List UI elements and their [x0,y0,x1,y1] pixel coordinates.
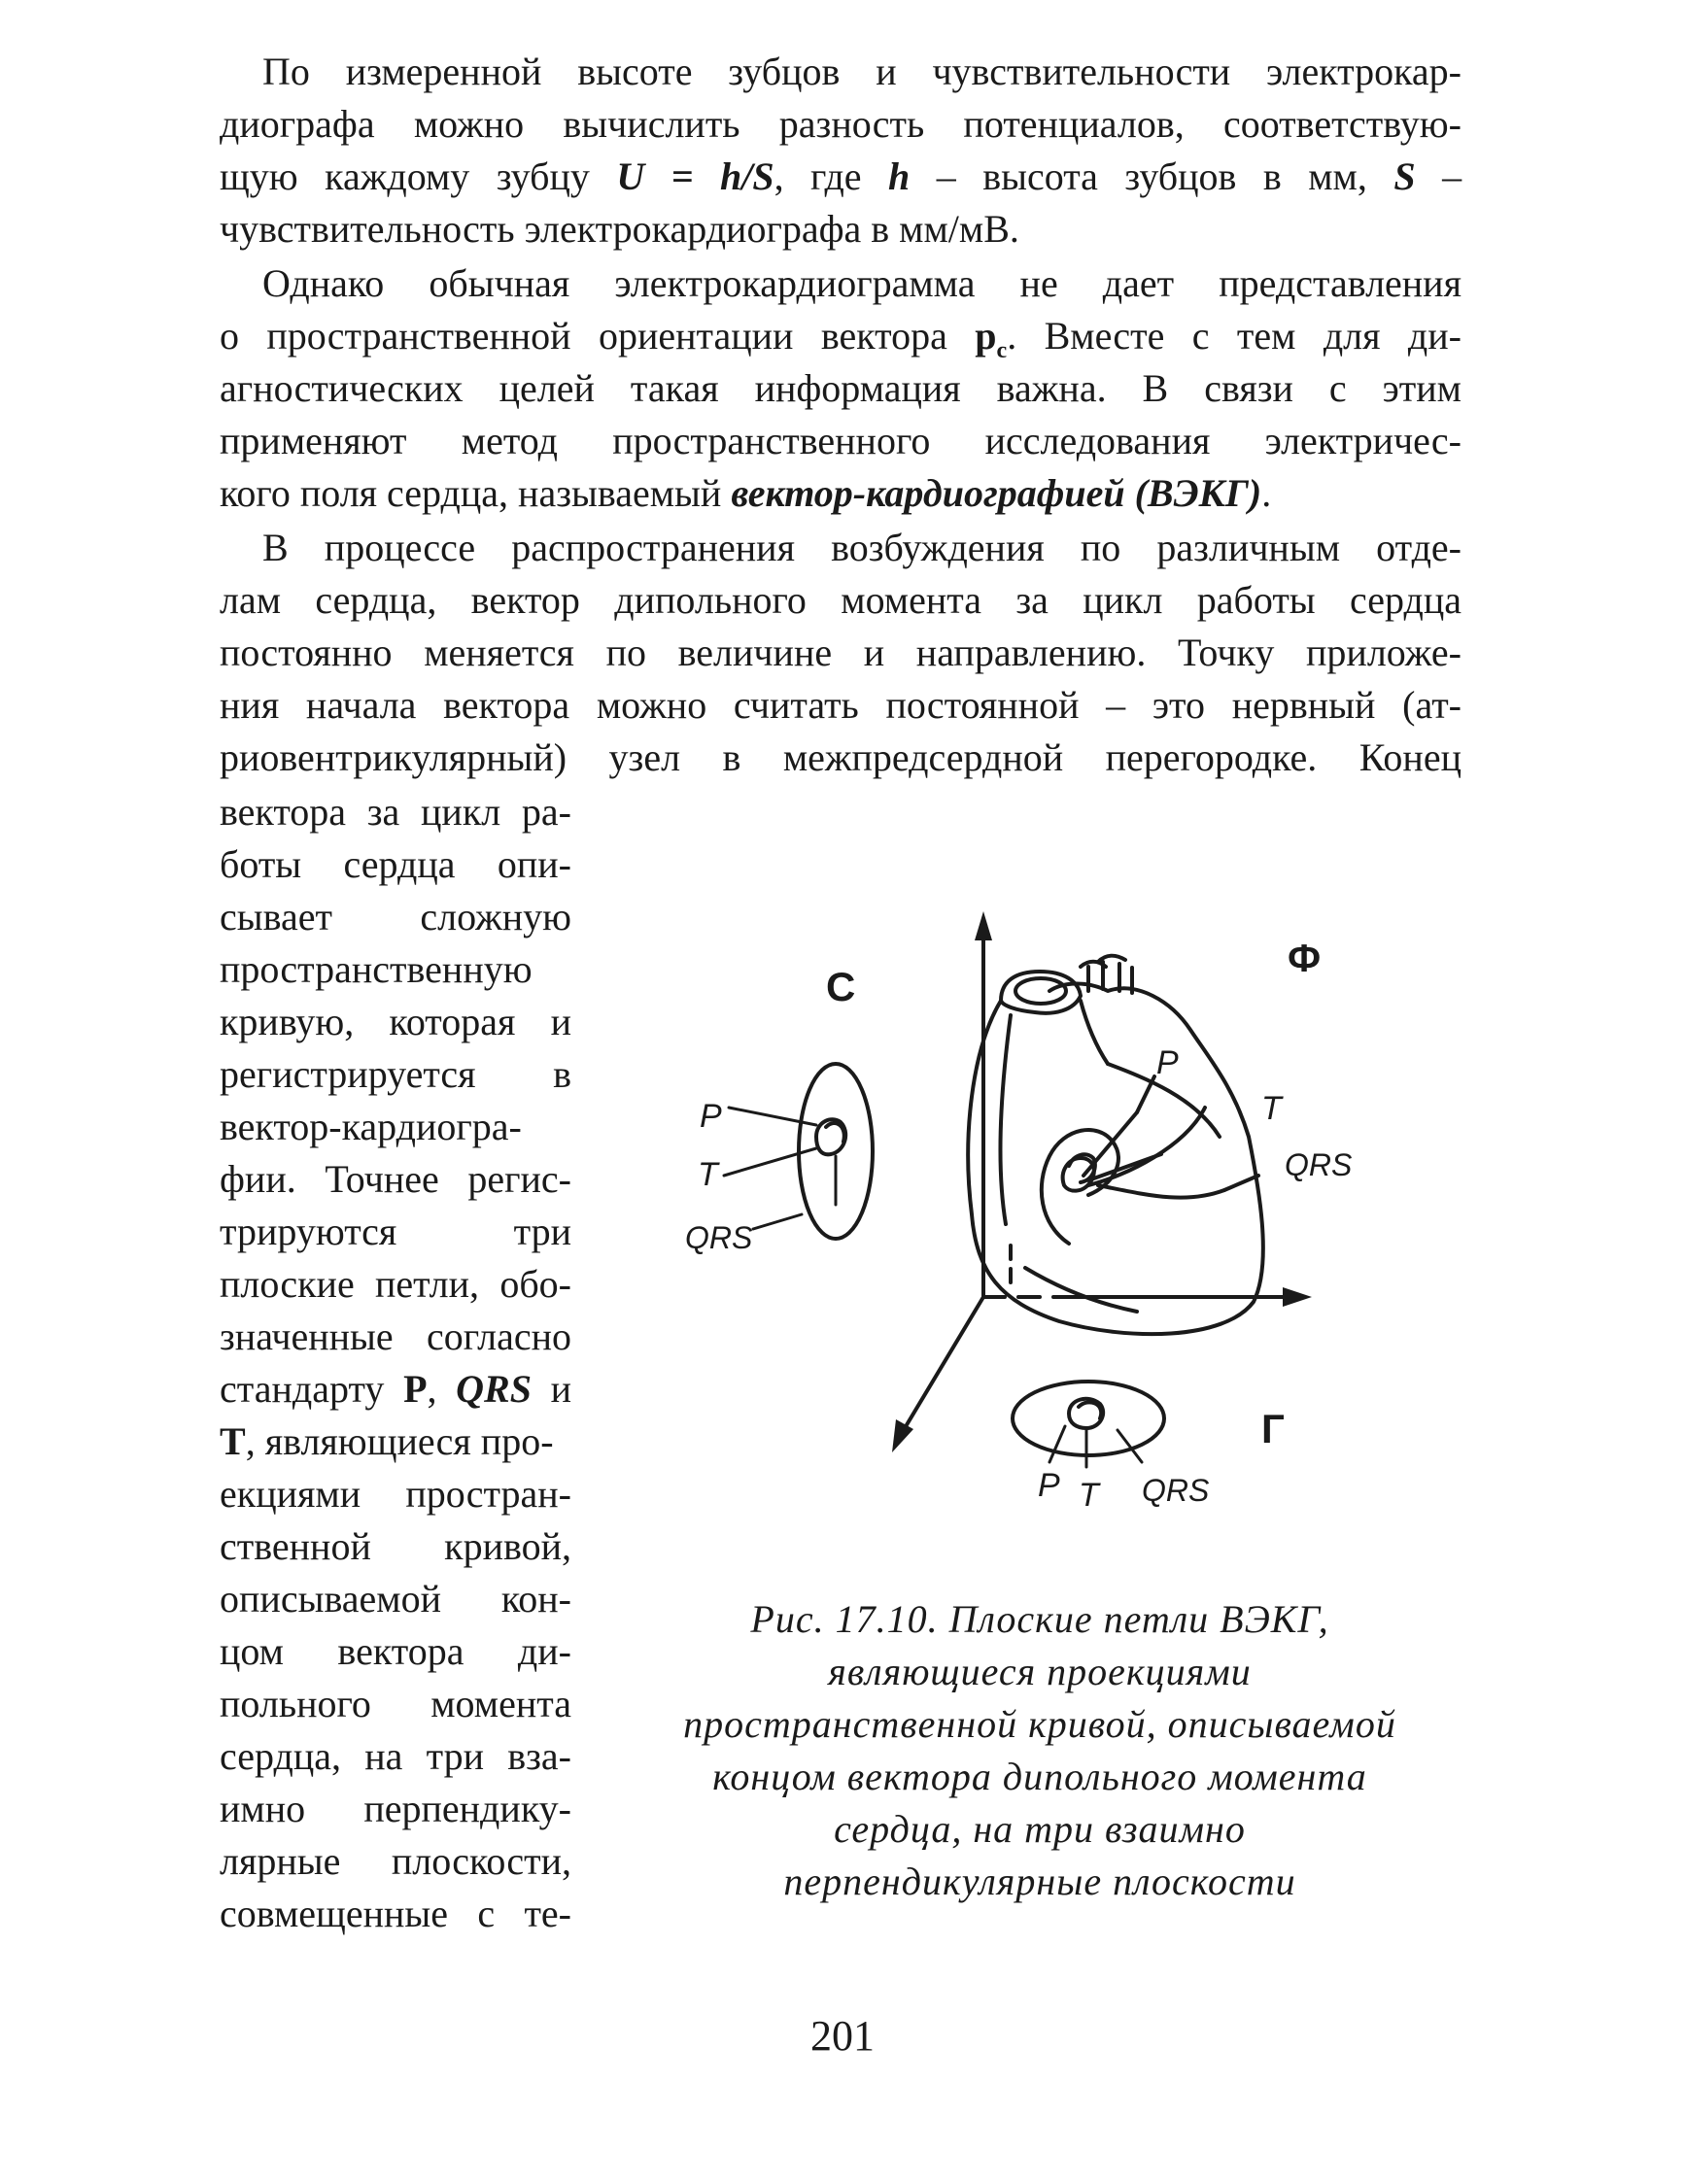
horizontal-p-label: P [1038,1467,1060,1504]
text-line: По измеренной высоте зубцов и чувствительности электрокар- [262,50,1461,93]
heart-drawing [968,956,1263,1334]
frontal-qrs-label: QRS [1285,1147,1353,1182]
vecg-heart-figure [680,894,1419,1525]
figure-caption-line: пространственной кривой, описываемой [683,1702,1396,1746]
text-line: Однако обычная электрокардиограмма не дает представления [262,261,1461,305]
text-line: щую каждому зубцу U = h/S, где h – высота зубцов в мм, S – [220,154,1462,198]
sagittal-p-label: P [700,1098,722,1135]
text-line: екциями простран- [220,1472,571,1516]
horizontal-loop [1013,1382,1164,1467]
variable-s: S [1393,154,1416,198]
text-line: применяют метод пространственного исследования электричес- [220,419,1461,462]
text-line: стандарту P, QRS и [220,1367,571,1411]
text-line: имно перпендику- [220,1787,571,1830]
text-line: T, являющиеся про- [220,1419,554,1463]
text-line: агностических целей такая информация важна. В связи с этим [220,366,1461,410]
text-line: кривую, которая и [220,1000,571,1043]
label-qrs: QRS [456,1367,532,1411]
label-sagittal: С [826,964,856,1009]
text-line: значенные согласно [220,1314,571,1358]
sagittal-t-label: T [698,1156,718,1193]
text-line: регистрируется в [220,1052,571,1096]
label-horizontal: Г [1261,1406,1285,1451]
text-line: постоянно меняется по величине и направлению. Точку приложе- [220,631,1461,674]
text-line: вектор-кардиогра- [220,1105,522,1148]
text-line: описываемой кон- [220,1577,571,1621]
formula: U = h/S [616,154,774,198]
horizontal-t-label: T [1079,1477,1099,1514]
text-line: боты сердца опи- [220,842,571,886]
text-line: кого поля сердца, называемый вектор-кардиографией (ВЭКГ). [220,471,1272,515]
term-vekg: вектор-кардиографией (ВЭКГ) [731,471,1262,515]
figure-caption-line: перпендикулярные плоскости [783,1860,1296,1903]
text-line: фии. Точнее регис- [220,1157,571,1201]
text-line: о пространственной ориентации вектора $p_c$. Вместе с тем для ди- [220,314,1462,363]
text-line: сывает сложную [220,895,571,938]
text-line: чувствительность электрокардиографа в мм/мВ. [220,207,1019,251]
text-line: пространственную [220,947,533,991]
figure-caption-line: являющиеся проекциями [828,1650,1252,1693]
sagittal-loop [724,1064,873,1239]
text-line: сердца, на три вза- [220,1734,571,1778]
text-line: польного момента [220,1682,571,1725]
horizontal-qrs-label: QRS [1142,1473,1210,1508]
frontal-t-label: T [1261,1090,1282,1127]
text-line: ственной кривой, [220,1524,571,1568]
text-line: лярные плоскости, [220,1839,571,1883]
frontal-p-label: P [1156,1044,1179,1081]
text-line: трируются три [220,1210,571,1253]
text-line: риовентрикулярный) узел в межпредсердной перегородке. Конец [220,735,1461,779]
page-number: 201 [810,2012,875,2060]
figure-caption-line: сердца, на три взаимно [834,1807,1246,1851]
sagittal-qrs-label: QRS [685,1220,753,1255]
text-line: плоские петли, обо- [220,1262,571,1306]
text-line: лам сердца, вектор дипольного момента за цикл работы сердца [220,578,1461,622]
text-line: В процессе распространения возбуждения по различным отде- [262,526,1461,569]
text-line: ния начала вектора можно считать постоянной – это нервный (ат- [220,683,1461,727]
figure-caption-line: концом вектора дипольного момента [712,1755,1367,1798]
text-line: вектора за цикл ра- [220,790,571,834]
text-line: совмещенные с те- [220,1892,571,1935]
label-frontal: Ф [1288,938,1322,980]
text-line: цом вектора ди- [220,1629,571,1673]
label-p: P [403,1367,428,1411]
vector-p: $p_c$ [975,314,1008,363]
label-t: T [220,1419,246,1463]
text-line: диографа можно вычислить разность потенциалов, соответствую- [220,102,1461,146]
figure-caption-line: Рис. 17.10. Плоские петли ВЭКГ, [750,1597,1329,1641]
variable-h: h [888,154,911,198]
